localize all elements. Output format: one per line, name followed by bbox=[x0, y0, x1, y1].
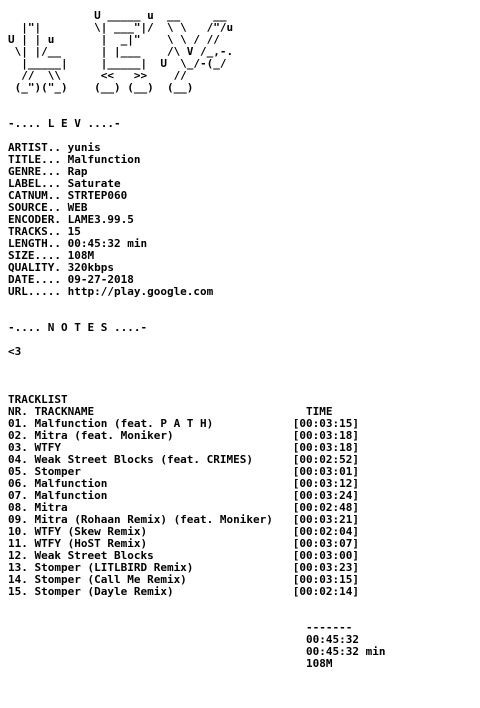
ascii-logo-line: U _____ u __ __ bbox=[8, 9, 227, 22]
blank-line bbox=[8, 334, 386, 346]
genre-field: GENRE... Rap bbox=[8, 165, 88, 178]
length-field: LENGTH.. 00:45:32 min bbox=[8, 237, 148, 250]
ascii-logo-line: \| |/__ | |___ /\ V /_,-. bbox=[8, 45, 234, 58]
track-row: 11. WTFY (HoST Remix) [00:03:07] bbox=[8, 537, 359, 550]
totals-length: 00:45:32 min bbox=[8, 645, 386, 658]
track-row: 05. Stomper [00:03:01] bbox=[8, 465, 359, 478]
date-field: DATE.... 09-27-2018 bbox=[8, 273, 134, 286]
track-row: 08. Mitra [00:02:48] bbox=[8, 501, 359, 514]
lev-banner: -.... L E V ....- bbox=[8, 117, 121, 130]
track-row: 13. Stomper (LITLBIRD Remix) [00:03:23] bbox=[8, 561, 359, 574]
url-field: URL..... http://play.google.com bbox=[8, 285, 214, 298]
nfo-document bbox=[8, 10, 386, 670]
track-row: 02. Mitra (feat. Moniker) [00:03:18] bbox=[8, 429, 359, 442]
totals-time: 00:45:32 bbox=[8, 633, 359, 646]
track-row: 04. Weak Street Blocks (feat. CRIMES) [00:02:52] bbox=[8, 453, 359, 466]
tracklist-header: NR. TRACKNAME TIME bbox=[8, 405, 333, 418]
track-row: 12. Weak Street Blocks [00:03:00] bbox=[8, 549, 359, 562]
track-row: 14. Stomper (Call Me Remix) [00:03:15] bbox=[8, 573, 359, 586]
artist-field: ARTIST.. yunis bbox=[8, 141, 101, 154]
ascii-logo-line: |_____| |_____| U \_/-(_/ bbox=[8, 57, 227, 70]
track-row: 06. Malfunction [00:03:12] bbox=[8, 477, 359, 490]
encoder-field: ENCODER. LAME3.99.5 bbox=[8, 213, 134, 226]
track-row: 09. Mitra (Rohaan Remix) (feat. Moniker) [00:03:21] bbox=[8, 513, 359, 526]
label-field: LABEL... Saturate bbox=[8, 177, 121, 190]
track-row: 03. WTFY [00:03:18] bbox=[8, 441, 359, 454]
source-field: SOURCE.. WEB bbox=[8, 201, 88, 214]
size-field: SIZE.... 108M bbox=[8, 249, 95, 262]
tracklist-title: TRACKLIST bbox=[8, 393, 68, 406]
title-field: TITLE... Malfunction bbox=[8, 153, 141, 166]
blank-line bbox=[8, 298, 386, 310]
track-row: 01. Malfunction (feat. P A T H) [00:03:15] bbox=[8, 417, 359, 430]
blank-line bbox=[8, 598, 386, 610]
tracks-field: TRACKS.. 15 bbox=[8, 225, 81, 238]
track-row: 15. Stomper (Dayle Remix) [00:02:14] bbox=[8, 585, 359, 598]
catnum-field: CATNUM.. STRTEP060 bbox=[8, 189, 128, 202]
ascii-logo-line: U | | u | _|" \ \ / // bbox=[8, 33, 220, 46]
ascii-logo-line: |"| \| ___"|/ \ \ /"/u bbox=[8, 21, 234, 34]
ascii-logo-line: (_")("_) (__) (__) (__) bbox=[8, 81, 194, 94]
ascii-logo-line: // \\ << >> // bbox=[8, 69, 187, 82]
quality-field: QUALITY. 320kbps bbox=[8, 261, 114, 274]
notes-text: <3 bbox=[8, 345, 22, 358]
notes-banner: -.... N O T E S ....- bbox=[8, 321, 148, 334]
blank-line bbox=[8, 370, 386, 382]
track-row: 10. WTFY (Skew Remix) [00:02:04] bbox=[8, 525, 359, 538]
totals-size: 108M bbox=[8, 657, 333, 670]
track-row: 07. Malfunction [00:03:24] bbox=[8, 489, 359, 502]
blank-line bbox=[8, 358, 386, 370]
blank-line bbox=[8, 94, 386, 106]
totals-rule: ------- bbox=[8, 621, 353, 634]
